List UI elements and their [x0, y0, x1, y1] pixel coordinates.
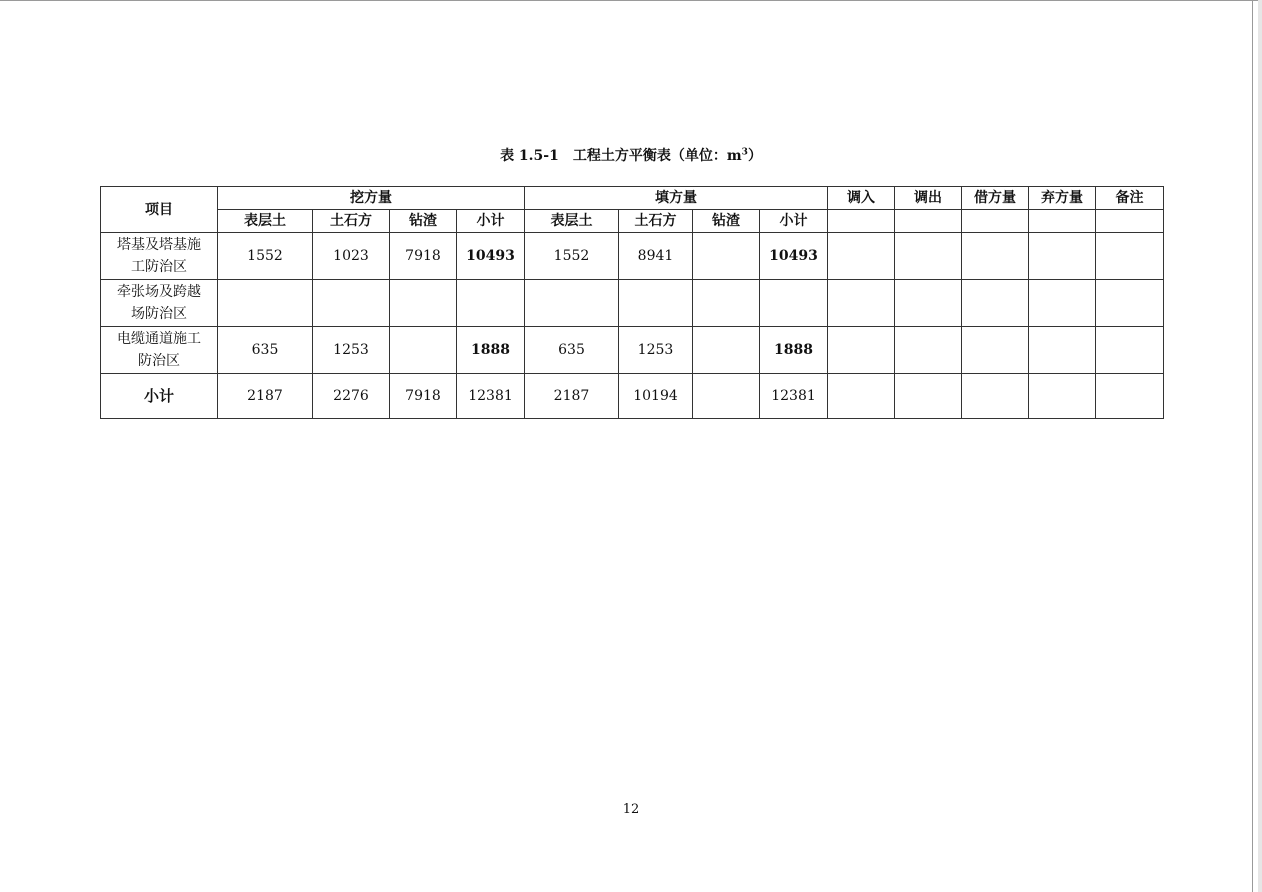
- table-cell: [693, 280, 760, 327]
- table-cell: [1029, 327, 1096, 374]
- table-cell: [1029, 280, 1096, 327]
- empty-cell: [895, 210, 962, 233]
- header-fill: 填方量: [525, 187, 828, 210]
- header-borrow: 借方量: [962, 187, 1029, 210]
- empty-cell: [962, 210, 1029, 233]
- table-cell: 1023: [313, 233, 390, 280]
- table-cell-subtotal: [457, 280, 525, 327]
- header-row-top: [101, 187, 1164, 210]
- earthwork-balance-table: [100, 186, 1164, 419]
- subheader-cell: 表层土: [525, 210, 619, 233]
- row-label-line: 电缆通道施工: [117, 331, 201, 347]
- row-label-line: 塔基及塔基施: [117, 237, 201, 253]
- table-cell: 1552: [525, 233, 619, 280]
- row-label-line: 工防治区: [131, 259, 187, 275]
- header-excavation: 挖方量: [218, 187, 525, 210]
- table-cell: [828, 374, 895, 419]
- table-cell: 1552: [218, 233, 313, 280]
- empty-cell: [828, 210, 895, 233]
- table-cell: [962, 327, 1029, 374]
- header-remarks: 备注: [1096, 187, 1164, 210]
- row-label: [101, 327, 218, 374]
- header-spoil: 弃方量: [1029, 187, 1096, 210]
- table-cell: [962, 280, 1029, 327]
- table-cell: [1096, 233, 1164, 280]
- table-cell: 10194: [619, 374, 693, 419]
- subheader-cell: 土石方: [313, 210, 390, 233]
- table-cell: 1253: [313, 327, 390, 374]
- table-cell: [1029, 233, 1096, 280]
- table-cell-subtotal: 10493: [760, 233, 828, 280]
- subheader-cell: 钻渣: [390, 210, 457, 233]
- table-cell: 2187: [218, 374, 313, 419]
- table-cell-subtotal: 1888: [457, 327, 525, 374]
- table-row: [101, 327, 1164, 374]
- table-cell: 635: [525, 327, 619, 374]
- table-cell: [390, 280, 457, 327]
- row-label-line: 场防治区: [131, 306, 187, 322]
- caption-superscript: 3: [741, 147, 748, 158]
- table-row: [101, 280, 1164, 327]
- table-cell: [313, 280, 390, 327]
- table-cell: 7918: [390, 233, 457, 280]
- subtotal-label: 小计: [101, 374, 218, 419]
- caption-text: 表 1.5-1 工程土方平衡表（单位：m: [500, 148, 742, 164]
- table-cell: [1029, 374, 1096, 419]
- header-item: 项目: [101, 187, 218, 233]
- subheader-cell: 土石方: [619, 210, 693, 233]
- table-cell: [828, 233, 895, 280]
- subheader-cell: 钻渣: [693, 210, 760, 233]
- table-cell-subtotal: [760, 280, 828, 327]
- table-cell: 2276: [313, 374, 390, 419]
- table-cell: [390, 327, 457, 374]
- table-cell: [895, 280, 962, 327]
- table-cell: [895, 233, 962, 280]
- row-label: [101, 280, 218, 327]
- subheader-cell: 表层土: [218, 210, 313, 233]
- row-label-line: 防治区: [138, 353, 180, 369]
- header-transfer-in: 调入: [828, 187, 895, 210]
- table-cell: [1096, 327, 1164, 374]
- table-cell: [828, 280, 895, 327]
- table-cell: 7918: [390, 374, 457, 419]
- caption-close: ）: [747, 148, 762, 164]
- table-cell: 12381: [760, 374, 828, 419]
- table-cell: [962, 233, 1029, 280]
- table-cell-subtotal: 1888: [760, 327, 828, 374]
- header-row-sub: [101, 210, 1164, 233]
- table-cell: [619, 280, 693, 327]
- page-number: 12: [622, 802, 640, 817]
- header-transfer-out: 调出: [895, 187, 962, 210]
- page-top-border: [0, 0, 1262, 1]
- table-cell: [828, 327, 895, 374]
- table-cell: [895, 327, 962, 374]
- table-cell: [525, 280, 619, 327]
- page-right-shadow: [1258, 0, 1262, 892]
- subheader-cell: 小计: [457, 210, 525, 233]
- table-cell: [218, 280, 313, 327]
- table-cell: [895, 374, 962, 419]
- row-label-line: 牵张场及跨越: [117, 284, 201, 300]
- subheader-cell: 小计: [760, 210, 828, 233]
- empty-cell: [1096, 210, 1164, 233]
- table-cell-subtotal: 10493: [457, 233, 525, 280]
- row-label: [101, 233, 218, 280]
- table-cell: 1253: [619, 327, 693, 374]
- table-cell: [962, 374, 1029, 419]
- table-row: [101, 233, 1164, 280]
- subtotal-row: [101, 374, 1164, 419]
- table-cell: 635: [218, 327, 313, 374]
- table-cell: [1096, 374, 1164, 419]
- table-cell: [693, 374, 760, 419]
- page-right-border: [1252, 0, 1253, 892]
- table-cell: [1096, 280, 1164, 327]
- empty-cell: [1029, 210, 1096, 233]
- table-cell: [693, 327, 760, 374]
- table-cell: 12381: [457, 374, 525, 419]
- table-cell: 2187: [525, 374, 619, 419]
- table-cell: [693, 233, 760, 280]
- table-cell: 8941: [619, 233, 693, 280]
- table-caption: [0, 145, 1262, 165]
